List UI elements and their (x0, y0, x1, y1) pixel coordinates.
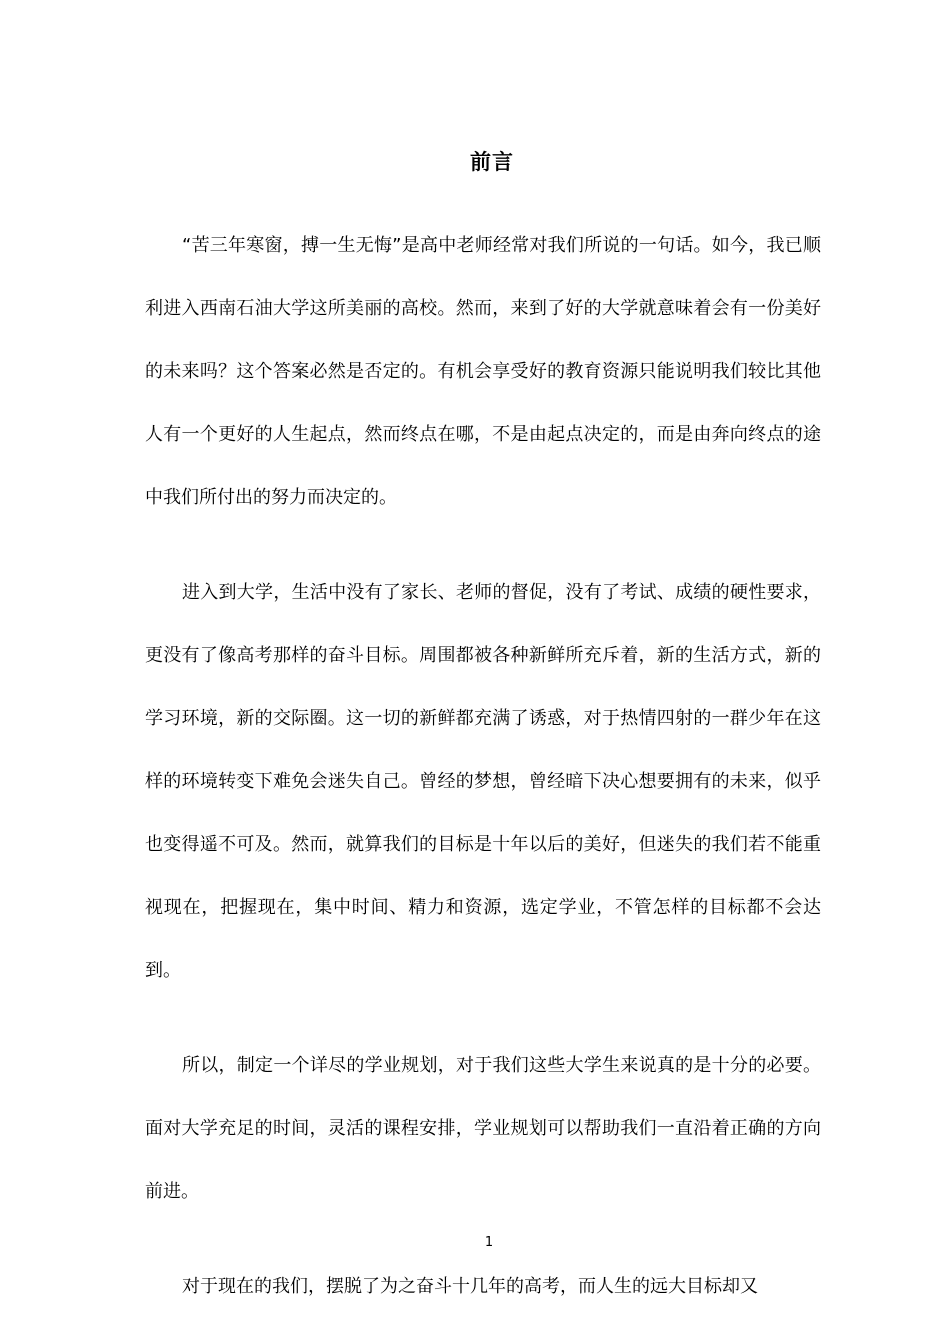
page-title: 前言 (470, 150, 514, 174)
paragraph: 所以，制定一个详尽的学业规划，对于我们这些大学生来说真的是十分的必要。面对大学充足的时间，灵活的课程安排，学业规划可以帮助我们一直沿着正确的方向前进。 (145, 1055, 821, 1202)
body-text (145, 214, 821, 1318)
paragraph: 进入到大学，生活中没有了家长、老师的督促，没有了考试、成绩的硬性要求，更没有了像高考那样的奋斗目标。周围都被各种新鲜所充斥着，新的生活方式，新的学习环境，新的交际圈。这一切的新鲜都充满了诱惑，对于热情四射的一群少年在这样的环境转变下难免会迷失自己。曾经的梦想，曾经暗下决心想要拥有的未来，似乎也变得遥不可及。然而，就算我们的目标是十年以后的美好，但迷失的我们若不能重视现在，把握现在，集中时间、精力和资源，选定学业，不管怎样的目标都不会达到。 (145, 582, 821, 981)
page-number: 1 (484, 1235, 494, 1250)
paragraph: 对于现在的我们，摆脱了为之奋斗十几年的高考，而人生的远大目标却又 (182, 1276, 758, 1297)
paragraph: “苦三年寒窗，搏一生无悔”是高中老师经常对我们所说的一句话。如今，我已顺利进入西南石油大学这所美丽的高校。然而，来到了好的大学就意味着会有一份美好的未来吗？这个答案必然是否定的。有机会享受好的教育资源只能说明我们较比其他人有一个更好的人生起点，然而终点在哪，不是由起点决定的，而是由奔向终点的途中我们所付出的努力而决定的。 (145, 235, 821, 508)
